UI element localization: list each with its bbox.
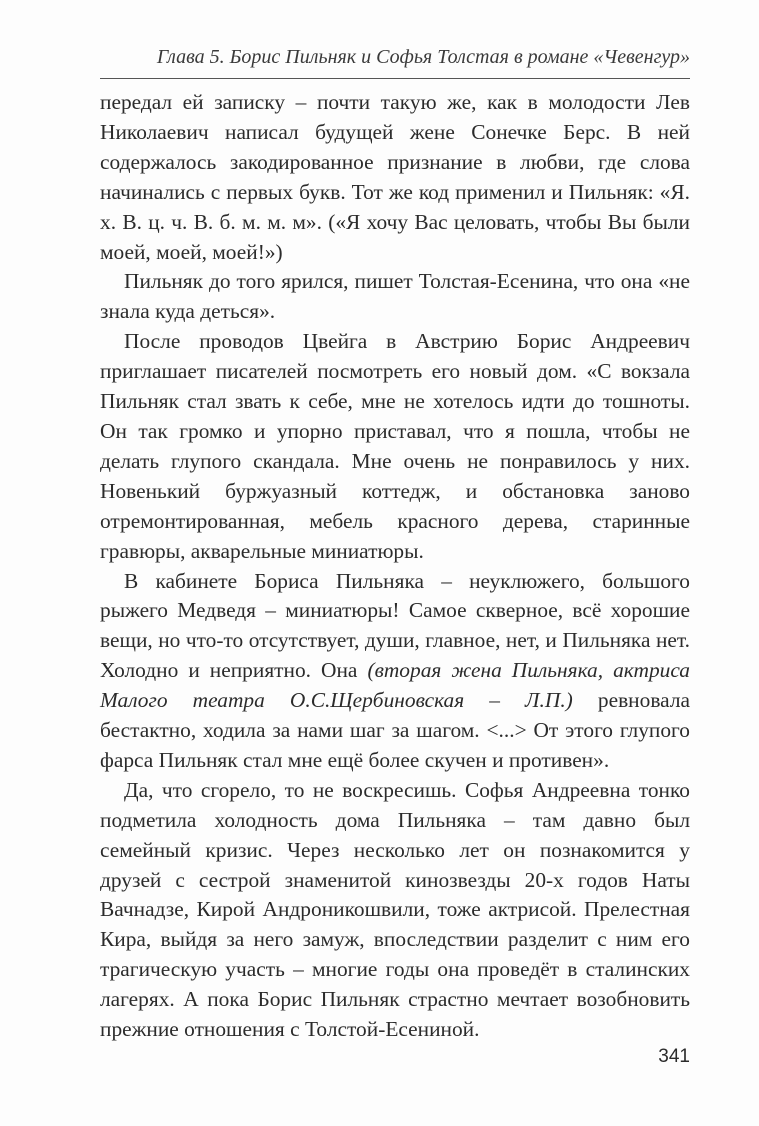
running-head: Глава 5. Борис Пильняк и Софья Толстая в романе «Чевенгур» — [156, 46, 690, 68]
body-text — [100, 88, 690, 1045]
paragraph-4-part-2: ревновала бестактно, ходила за нами шаг за шагом. <...> От этого глупого фарса Пильняк стал мне ещё более скучен и противен». — [100, 688, 690, 772]
editorial-note: (вторая жена Пильняка, актриса Малого театра О.С.Щербиновская – Л.П.) — [100, 658, 691, 713]
page-number: 341 — [658, 1046, 690, 1067]
paragraph-1: передал ей записку – почти такую же, как в молодости Лев Николаевич написал будущей жене Сонечке Берс. В ней содержалось закодированное признание в любви, где слова начинались с первых букв. Тот же код применил и Пильняк: «Я. х. В. ц. ч. В. б. м. м. м». («Я хочу Вас целовать, чтобы Вы были моей, моей, моей!») — [100, 90, 690, 264]
paragraph-4-part-1: В кабинете Бориса Пильняка – неуклюжего, большого рыжего Медведя – миниатюры! Самое скверное, всё хорошие вещи, но что-то отсутствует, души, главное, нет, и Пильняка нет. Холодно и неприятно. Она — [100, 568, 690, 683]
header-rule — [100, 78, 690, 79]
paragraph-4 — [100, 567, 690, 776]
paragraph-5: Да, что сгорело, то не воскресишь. Софья Андреевна тонко подметила холодность дома Пильняка – там давно был семейный кризис. Через несколько лет он познакомится у друзей с сестрой знаменитой кинозвезды 20-х годов Наты Вачнадзе, Кирой Андроникошвили, тоже актрисой. Прелестная Кира, выйдя за него замуж, впоследствии разделит с ним его трагическую участь – многие годы она проведёт в сталинских лагерях. А пока Борис Пильняк страстно мечтает возобновить прежние отношения с Толстой-Есениной. — [100, 777, 690, 1042]
paragraph-2: Пильняк до того ярился, пишет Толстая-Есенина, что она «не знала куда деться». — [100, 269, 690, 324]
paragraph-3: После проводов Цвейга в Австрию Борис Андреевич приглашает писателей посмотреть его новый дом. «С вокзала Пильняк стал звать к себе, мне не хотелось идти до тошноты. Он так громко и упорно приставал, что я пошла, чтобы не делать глупого скандала. Мне очень не понравилось у них. Новенький буржуазный коттедж, и обстановка заново отремонтированная, мебель красного дерева, старинные гравюры, акварельные миниатюры. — [100, 329, 690, 563]
